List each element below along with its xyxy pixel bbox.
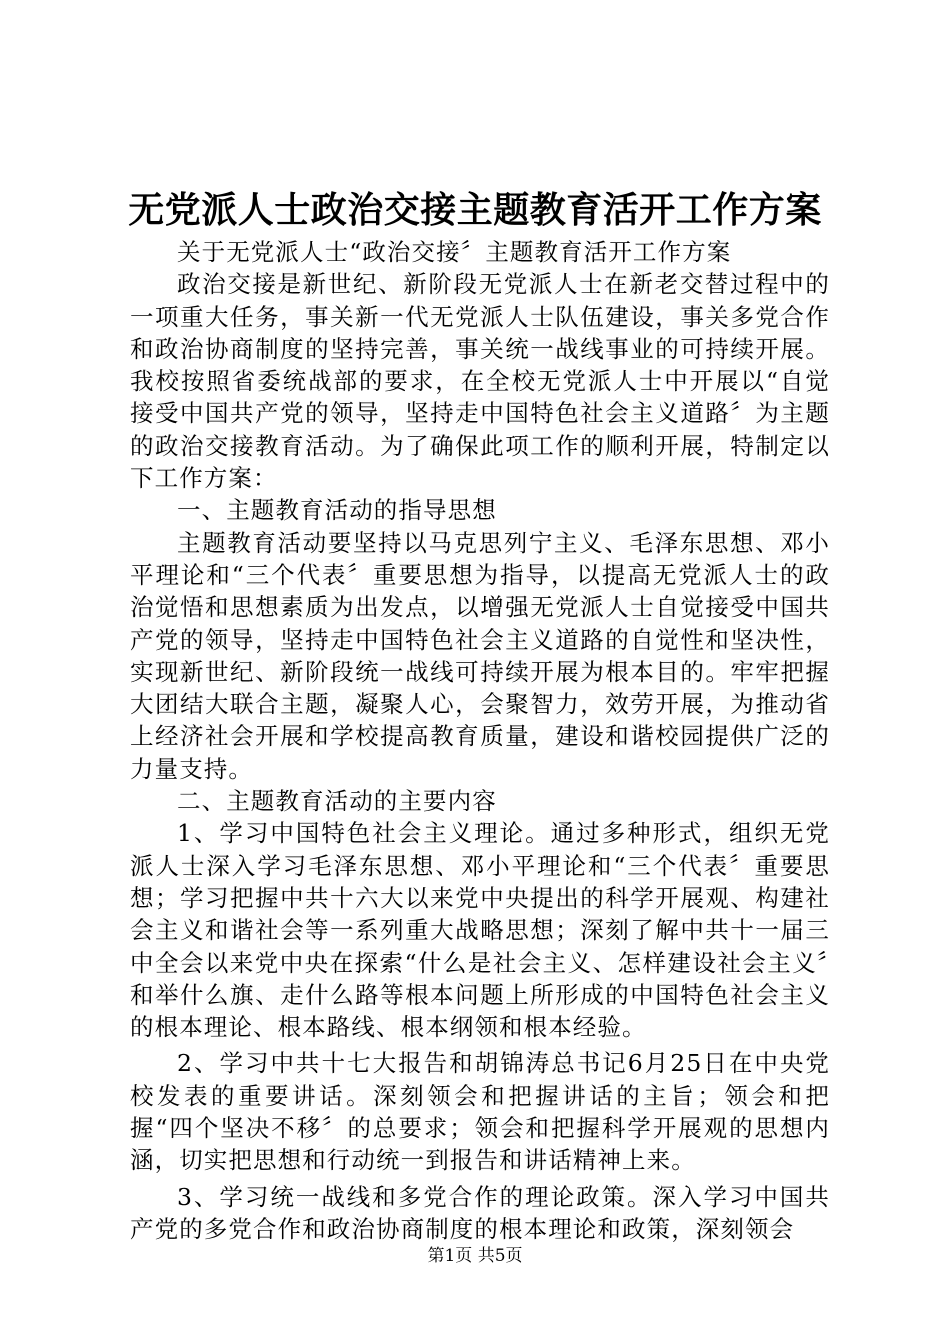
section-heading-2: 二、主题教育活动的主要内容 [177,787,497,816]
content-item-3: 3、学习统一战线和多党合作的理论政策。深入学习中国共产党的多党合作和政治协商制度的根本理论和政策，深刻领会 [130,1182,830,1243]
subtitle-paragraph: 关于无党派人士“政治交接〞主题教育活开工作方案 [177,238,732,266]
intro-paragraph: 政治交接是新世纪、新阶段无党派人士在新老交替过程中的一项重大任务，事关新一代无党派人士队伍建设，事关多党合作和政治协商制度的坚持完善，事关统一战线事业的可持续开展。我校按照省委统战部的要求，在全校无党派人士中开展以“自觉接受中国共产党的领导，坚持走中国特色社会主义道路〞为主题的政治交接教育活动。为了确保此项工作的顺利开展，特制定以下工作方案： [130,270,830,493]
content-item-2: 2、学习中共十七大报告和胡锦涛总书记6月25日在中央党校发表的重要讲话。深刻领会和把握讲话的主旨；领会和把握“四个坚决不移〞的总要求；领会和把握科学开展观的思想内涵，切实把思想和行动统一到报告和讲话精神上来。 [130,1049,830,1175]
section-heading-1: 一、主题教育活动的指导思想 [177,496,497,525]
document-body [130,236,830,1245]
guiding-thought-paragraph: 主题教育活动要坚持以马克思列宁主义、毛泽东思想、邓小平理论和“三个代表〞重要思想为指导，以提高无党派人士的政治觉悟和思想素质为出发点，以增强无党派人士自觉接受中国共产党的领导，坚持走中国特色社会主义道路的自觉性和坚决性，实现新世纪、新阶段统一战线可持续开展为根本目的。牢牢把握大团结大联合主题，凝聚人心，会聚智力，效劳开展，为推动省上经济社会开展和学校提高教育质量，建设和谐校园提供广泛的力量支持。 [130,528,830,783]
content-item-1: 1、学习中国特色社会主义理论。通过多种形式，组织无党派人士深入学习毛泽东思想、邓小平理论和“三个代表〞重要思想；学习把握中共十六大以来党中央提出的科学开展观、构建社会主义和谐社会等一系列重大战略思想；深刻了解中共十一届三中全会以来党中央在探索“什么是社会主义、怎样建设社会主义〞和举什么旗、走什么路等根本问题上所形成的中国特色社会主义的根本理论、根本路线、根本纲领和根本经验。 [130,819,830,1042]
page-number-footer: 第1页 共5页 [427,1246,523,1266]
document-title: 无党派人士政治交接主题教育活开工作方案 [128,189,822,231]
